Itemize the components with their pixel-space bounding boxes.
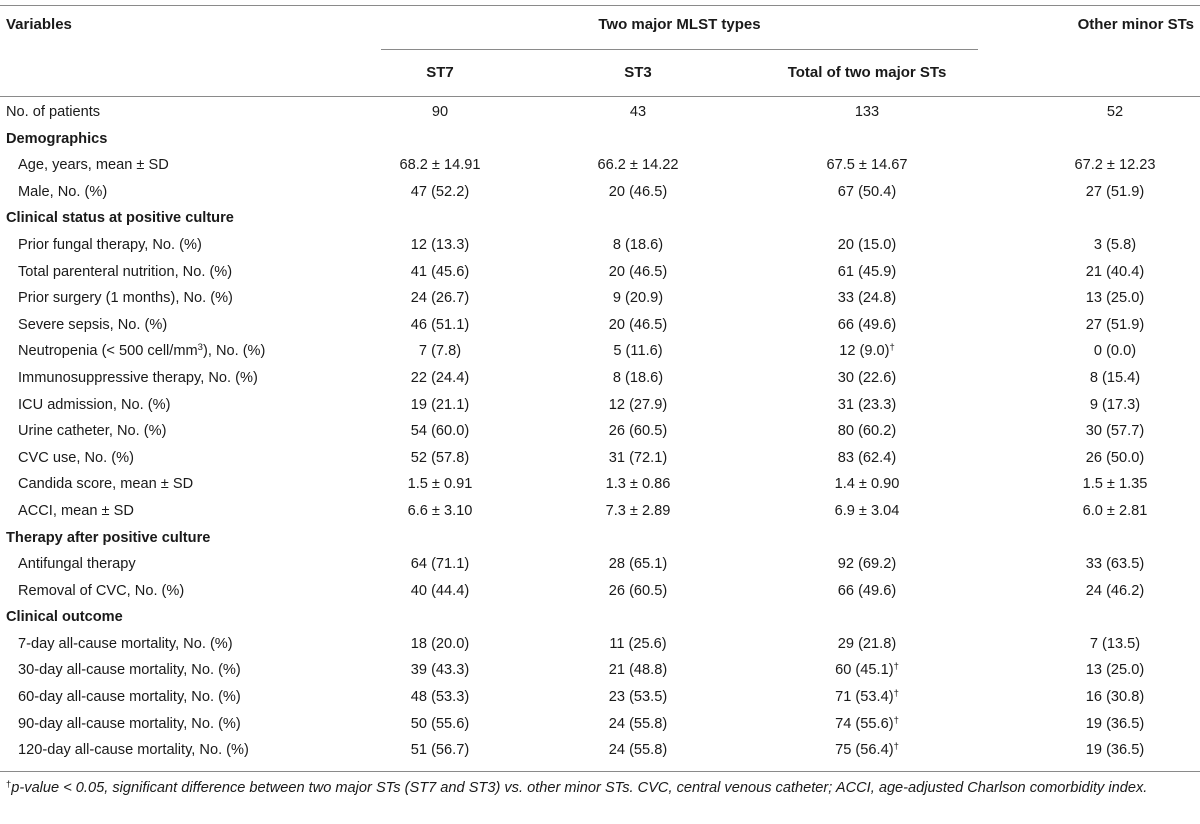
header-other-minor-sts: Other minor STs: [1077, 16, 1194, 33]
cell-total-value: 66 (49.6): [837, 316, 897, 333]
significance-dagger: †: [893, 661, 899, 673]
cell-other-value: 8 (15.4): [1089, 369, 1141, 386]
cell-other-value: 19 (36.5): [1085, 715, 1145, 732]
cell-st3-value: 66.2 ± 14.22: [597, 157, 679, 174]
cell-st3-value: 26 (60.5): [608, 423, 668, 440]
cell-st7: [340, 99, 540, 126]
cell-st7: [340, 392, 540, 419]
cell-st3-value: 26 (60.5): [608, 582, 668, 599]
cell-total: [752, 99, 982, 126]
cell-st7: [340, 285, 540, 312]
cell-other-value: 6.0 ± 2.81: [1082, 502, 1148, 519]
significance-dagger: †: [893, 688, 899, 700]
cell-total: [752, 631, 982, 658]
table-footnote: [6, 778, 1194, 799]
cell-st7: [340, 338, 540, 365]
cell-st7-value: 54 (60.0): [410, 423, 470, 440]
cell-st7: [340, 737, 540, 764]
section-header-row: [0, 205, 1200, 232]
row-label: Urine catheter, No. (%): [18, 423, 167, 440]
table-row: [0, 445, 1200, 472]
cell-other: [1030, 179, 1200, 206]
table-row: [0, 657, 1200, 684]
cell-st7: [340, 631, 540, 658]
cell-other-value: 30 (57.7): [1085, 423, 1145, 440]
row-label: No. of patients: [6, 104, 101, 120]
cell-total-value: 80 (60.2): [837, 423, 897, 440]
cell-st3-value: 31 (72.1): [608, 449, 668, 466]
section-label: Clinical outcome: [6, 609, 123, 626]
cell-other: [1030, 471, 1200, 498]
cell-st7-value: 47 (52.2): [410, 183, 470, 200]
cell-total-value: 67.5 ± 14.67: [826, 157, 908, 174]
cell-st3-value: 8 (18.6): [612, 236, 664, 253]
cell-total: [752, 445, 982, 472]
cell-total: [752, 392, 982, 419]
cell-st7: [340, 551, 540, 578]
cell-other-value: 1.5 ± 1.35: [1082, 476, 1148, 493]
cell-st7-value: 46 (51.1): [410, 316, 470, 333]
cell-total: [752, 312, 982, 339]
cell-other-value: 27 (51.9): [1085, 183, 1145, 200]
table-row: [0, 471, 1200, 498]
table-row: [0, 365, 1200, 392]
table-row: [0, 392, 1200, 419]
cell-st3: [538, 445, 738, 472]
header-rule: [0, 96, 1200, 97]
cell-st7-value: 24 (26.7): [410, 290, 470, 307]
cell-total-value: 75 (56.4): [835, 742, 894, 759]
row-label: Candida score, mean ± SD: [18, 476, 194, 493]
cell-st3: [538, 179, 738, 206]
cell-other: [1030, 338, 1200, 365]
cell-other-value: 13 (25.0): [1085, 290, 1145, 307]
row-label: Male, No. (%): [18, 183, 108, 200]
cell-st3: [538, 232, 738, 259]
row-label: CVC use, No. (%): [18, 449, 134, 466]
cell-other: [1030, 99, 1200, 126]
label-superscript: 3: [197, 342, 203, 354]
cell-other: [1030, 418, 1200, 445]
table-row: [0, 259, 1200, 286]
row-label: Antifungal therapy: [18, 556, 136, 573]
label-tail: ), No. (%): [202, 343, 266, 360]
cell-st3: [538, 365, 738, 392]
cell-st3: [538, 551, 738, 578]
table-row: [0, 338, 1200, 365]
section-label: Therapy after positive culture: [6, 529, 211, 546]
cell-st7: [340, 684, 540, 711]
cell-st3-value: 8 (18.6): [612, 369, 664, 386]
cell-total-value: 60 (45.1): [835, 662, 894, 679]
cell-st3-value: 11 (25.6): [609, 635, 667, 652]
cell-total-value: 20 (15.0): [837, 236, 897, 253]
table-row: [0, 418, 1200, 445]
cell-st3: [538, 578, 738, 605]
cell-st7-value: 52 (57.8): [410, 449, 470, 466]
cell-st7-value: 18 (20.0): [410, 635, 470, 652]
cell-other: [1030, 392, 1200, 419]
cell-other: [1030, 737, 1200, 764]
cell-st7-value: 7 (7.8): [418, 343, 462, 360]
table-row: [0, 578, 1200, 605]
footnote-pvalue: p-value: [11, 780, 60, 796]
footnote-dagger: †: [6, 779, 12, 790]
cell-st3-value: 43: [629, 104, 647, 120]
section-label: Clinical status at positive culture: [6, 210, 234, 227]
row-label-text: Neutropenia (< 500 cell/mm: [18, 343, 198, 360]
cell-other: [1030, 365, 1200, 392]
cell-st3-value: 9 (20.9): [612, 290, 664, 307]
cell-st3-value: 1.3 ± 0.86: [605, 476, 671, 493]
cell-st3: [538, 498, 738, 525]
cell-st7-value: 64 (71.1): [410, 556, 470, 573]
cell-st7: [340, 498, 540, 525]
cell-st3: [538, 259, 738, 286]
cell-st3: [538, 711, 738, 738]
table-row: [0, 179, 1200, 206]
cell-st3: [538, 471, 738, 498]
cell-other-value: 26 (50.0): [1085, 449, 1145, 466]
cell-st7: [340, 259, 540, 286]
cell-total: [752, 365, 982, 392]
cell-other-value: 9 (17.3): [1089, 396, 1141, 413]
cell-total-value: 74 (55.6): [835, 715, 894, 732]
header-variables: Variables: [6, 16, 72, 33]
header-st7: ST7: [426, 64, 454, 81]
significance-dagger: †: [893, 714, 899, 726]
cell-other: [1030, 152, 1200, 179]
table-row: [0, 312, 1200, 339]
cell-total: [752, 711, 982, 738]
cell-total: [752, 578, 982, 605]
cell-other-value: 0 (0.0): [1093, 343, 1137, 360]
cell-st7: [340, 578, 540, 605]
cell-st7: [340, 445, 540, 472]
cell-st3: [538, 312, 738, 339]
cell-st7-value: 40 (44.4): [410, 582, 470, 599]
cell-st7-value: 48 (53.3): [410, 689, 470, 706]
cell-total: [752, 551, 982, 578]
cell-st3-value: 24 (55.8): [608, 715, 668, 732]
cell-st3-value: 24 (55.8): [608, 742, 668, 759]
cell-st3: [538, 631, 738, 658]
cell-total: [752, 471, 982, 498]
table-body: [0, 99, 1200, 764]
cell-st3-value: 12 (27.9): [608, 396, 668, 413]
row-label: Removal of CVC, No. (%): [18, 582, 185, 599]
row-label: [18, 338, 265, 365]
cell-st3-value: 7.3 ± 2.89: [605, 502, 671, 519]
cell-other-value: 3 (5.8): [1093, 236, 1137, 253]
cell-total: [752, 684, 982, 711]
table-row: [0, 152, 1200, 179]
section-label: Demographics: [6, 130, 108, 147]
cell-total: [752, 657, 982, 684]
cell-st7-value: 90: [431, 104, 449, 120]
cell-total-value: 67 (50.4): [837, 183, 897, 200]
cell-other: [1030, 285, 1200, 312]
cell-other-value: 24 (46.2): [1085, 582, 1145, 599]
cell-total: [752, 179, 982, 206]
cell-st3: [538, 418, 738, 445]
table-row: [0, 631, 1200, 658]
cell-st7: [340, 657, 540, 684]
row-label: 120-day all-cause mortality, No. (%): [18, 742, 249, 759]
row-label: Prior surgery (1 months), No. (%): [18, 290, 233, 307]
cell-st3-value: 23 (53.5): [608, 689, 668, 706]
cell-st3: [538, 657, 738, 684]
header-st3: ST3: [624, 64, 652, 81]
cell-other: [1030, 551, 1200, 578]
cell-st7: [340, 711, 540, 738]
cell-other: [1030, 578, 1200, 605]
cell-st7: [340, 418, 540, 445]
cell-total-value: 71 (53.4): [835, 689, 894, 706]
cell-st7-value: 22 (24.4): [410, 369, 470, 386]
cell-total-value: 66 (49.6): [837, 582, 897, 599]
cell-other: [1030, 657, 1200, 684]
cell-st3: [538, 737, 738, 764]
cell-total-value: 92 (69.2): [837, 556, 897, 573]
table-row: [0, 684, 1200, 711]
table-row: [0, 498, 1200, 525]
row-label: Immunosuppressive therapy, No. (%): [18, 369, 258, 386]
cell-other-value: 16 (30.8): [1085, 689, 1145, 706]
cell-st3: [538, 684, 738, 711]
row-label: ICU admission, No. (%): [18, 396, 171, 413]
table-row: [0, 551, 1200, 578]
cell-st7-value: 50 (55.6): [410, 715, 470, 732]
row-label: Prior fungal therapy, No. (%): [18, 236, 202, 253]
section-header-row: [0, 126, 1200, 153]
cell-st3: [538, 285, 738, 312]
cell-st7: [340, 152, 540, 179]
row-label: 60-day all-cause mortality, No. (%): [18, 689, 241, 706]
cell-total-value: 31 (23.3): [837, 396, 897, 413]
significance-dagger: †: [889, 342, 895, 354]
cell-total-value: 6.9 ± 3.04: [834, 502, 900, 519]
cell-other: [1030, 684, 1200, 711]
cell-st3-value: 20 (46.5): [608, 183, 668, 200]
cell-total: [752, 338, 982, 365]
cell-st7-value: 19 (21.1): [410, 396, 470, 413]
group-rule: [381, 49, 978, 50]
cell-st7-value: 1.5 ± 0.91: [407, 476, 473, 493]
row-label: 90-day all-cause mortality, No. (%): [18, 715, 241, 732]
cell-st3-value: 5 (11.6): [613, 343, 663, 360]
cell-st7: [340, 471, 540, 498]
cell-total: [752, 418, 982, 445]
cell-other-value: 27 (51.9): [1085, 316, 1145, 333]
cell-total: [752, 285, 982, 312]
row-label: ACCI, mean ± SD: [18, 502, 134, 519]
cell-other: [1030, 232, 1200, 259]
table-row: [0, 737, 1200, 764]
cell-st3-value: 20 (46.5): [608, 316, 668, 333]
significance-dagger: †: [893, 741, 899, 753]
cell-total: [752, 152, 982, 179]
cell-other: [1030, 711, 1200, 738]
cell-st7-value: 51 (56.7): [410, 742, 470, 759]
cell-other: [1030, 445, 1200, 472]
header-total-major: Total of two major STs: [787, 64, 947, 81]
cell-total: [752, 259, 982, 286]
table-row: [0, 711, 1200, 738]
cell-other-value: 19 (36.5): [1085, 742, 1145, 759]
header-group-major-mlst: Two major MLST types: [598, 16, 761, 33]
table-row: [0, 285, 1200, 312]
cell-st7: [340, 179, 540, 206]
bottom-rule: [0, 771, 1200, 772]
cell-total-value: 29 (21.8): [837, 635, 897, 652]
cell-st7-value: 41 (45.6): [410, 263, 470, 280]
cell-st7-value: 68.2 ± 14.91: [399, 157, 481, 174]
cell-other: [1030, 259, 1200, 286]
cell-st3: [538, 392, 738, 419]
cell-total-value: 133: [854, 104, 880, 120]
cell-total-value: 83 (62.4): [837, 449, 897, 466]
cell-st3: [538, 338, 738, 365]
cell-other-value: 67.2 ± 12.23: [1074, 157, 1156, 174]
row-label: 30-day all-cause mortality, No. (%): [18, 662, 241, 679]
cell-total: [752, 498, 982, 525]
cell-st3: [538, 152, 738, 179]
cell-st3: [538, 99, 738, 126]
cell-other-value: 7 (13.5): [1089, 635, 1141, 652]
cell-other-value: 52: [1106, 104, 1124, 120]
cell-st7: [340, 232, 540, 259]
cell-st7-value: 39 (43.3): [410, 662, 470, 679]
section-header-row: [0, 604, 1200, 631]
cell-st7: [340, 312, 540, 339]
cell-total-value: 12 (9.0): [839, 343, 890, 360]
cell-other: [1030, 312, 1200, 339]
top-rule: [0, 5, 1200, 6]
cell-st3-value: 20 (46.5): [608, 263, 668, 280]
table-row: [0, 232, 1200, 259]
row-label: 7-day all-cause mortality, No. (%): [18, 635, 233, 652]
cell-st3-value: 28 (65.1): [608, 556, 668, 573]
table-row: [0, 99, 1200, 126]
row-label: Age, years, mean ± SD: [18, 157, 169, 174]
section-header-row: [0, 525, 1200, 552]
cell-total-value: 1.4 ± 0.90: [834, 476, 900, 493]
footnote-text: < 0.05, significant difference between two major STs (ST7 and ST3) vs. other minor STs. CVC, central venous catheter; ACCI, age-adjusted Charlson comorbidity index.: [59, 780, 1148, 796]
cell-other-value: 13 (25.0): [1085, 662, 1145, 679]
cell-total-value: 30 (22.6): [837, 369, 897, 386]
row-label: Severe sepsis, No. (%): [18, 316, 168, 333]
cell-total-value: 33 (24.8): [837, 290, 897, 307]
cell-other-value: 33 (63.5): [1085, 556, 1145, 573]
cell-st7-value: 6.6 ± 3.10: [407, 502, 473, 519]
cell-total: [752, 232, 982, 259]
cell-st7-value: 12 (13.3): [410, 236, 470, 253]
cell-other: [1030, 631, 1200, 658]
cell-other: [1030, 498, 1200, 525]
row-label: Total parenteral nutrition, No. (%): [18, 263, 233, 280]
cell-total: [752, 737, 982, 764]
cell-total-value: 61 (45.9): [837, 263, 897, 280]
cell-st3-value: 21 (48.8): [608, 662, 668, 679]
cell-st7: [340, 365, 540, 392]
cell-other-value: 21 (40.4): [1085, 263, 1145, 280]
